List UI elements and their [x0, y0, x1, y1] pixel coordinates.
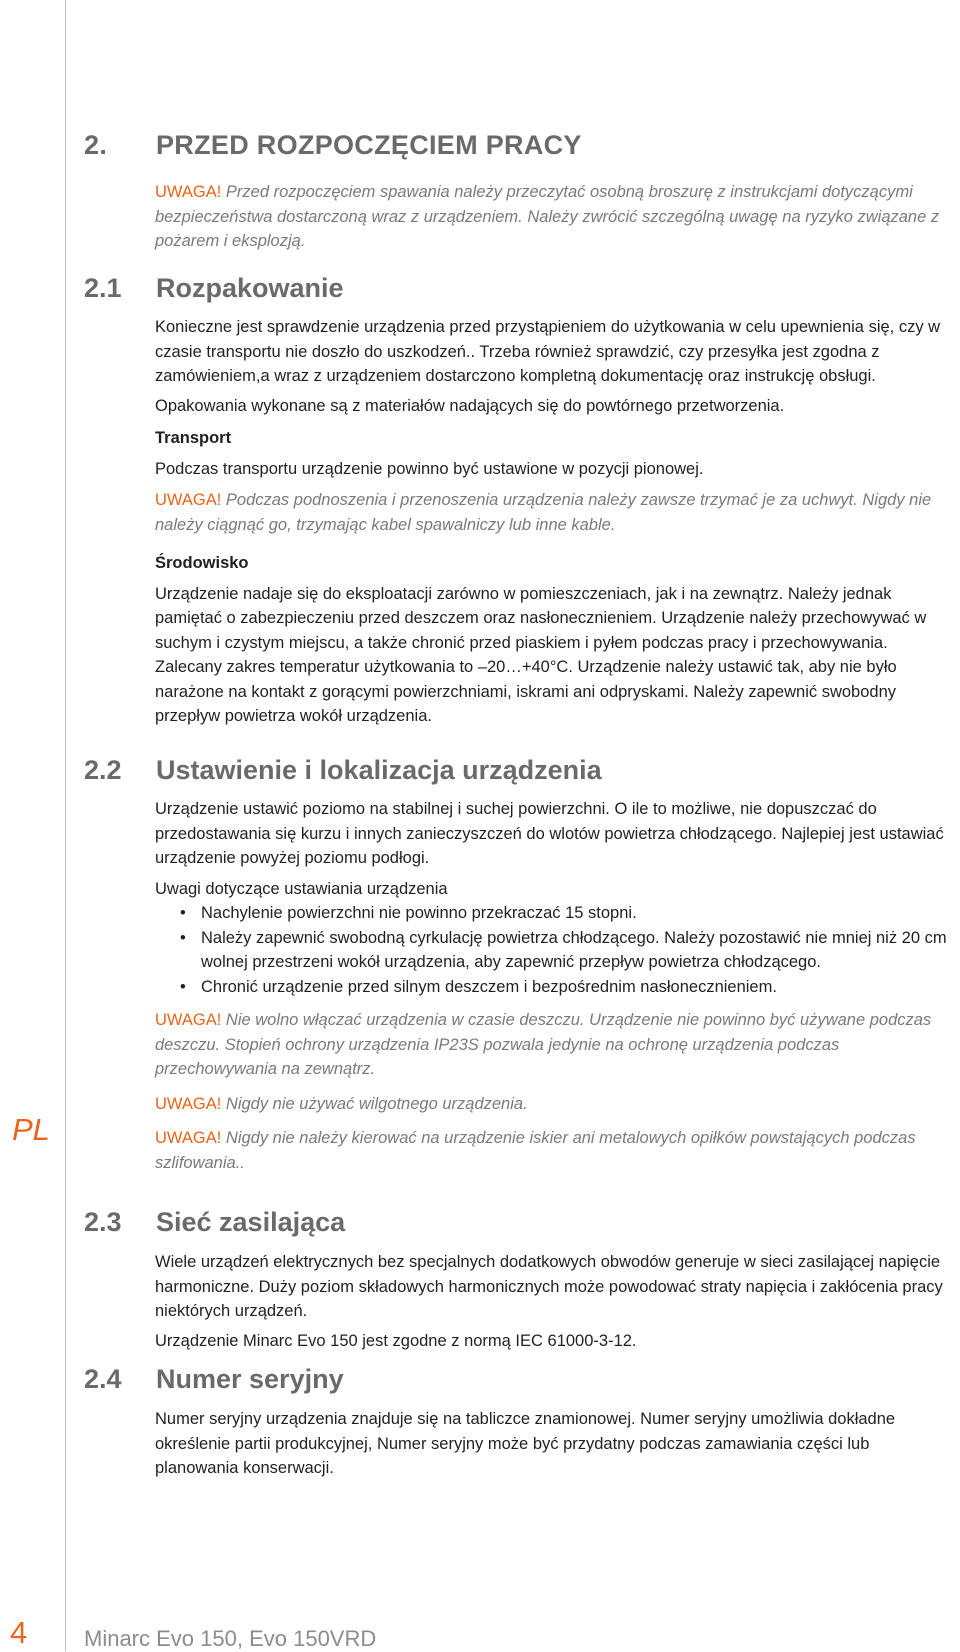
subsection-body-2-3: [155, 1250, 955, 1353]
subsection-title: Ustawienie i lokalizacja urządzenia: [156, 755, 602, 785]
subsection-title: Sieć zasilająca: [156, 1207, 346, 1237]
warning-text: Przed rozpoczęciem spawania należy przeczytać osobną broszurę z instrukcjami dotyczącymi bezpieczeństwa dostarczoną wraz z urządzeniem. Należy zwrócić szczególną uwagę na ryzyko związane z pożarem i eksplozją.: [155, 183, 940, 250]
subsection-heading-2-2: [84, 755, 602, 786]
paragraph: Wiele urządzeń elektrycznych bez specjalnych dodatkowych obwodów generuje w sieci zasilającej napięcie harmoniczne. Duży poziom składowych harmonicznych może powodować straty napięcia i zakłócenia pracy niektórych urządzeń.: [155, 1253, 943, 1320]
section-heading: [84, 130, 582, 161]
environment-text: Urządzenie nadaje się do eksploatacji zarówno w pomieszczeniach, jak i na zewnątrz. Należy jednak pamiętać o zabezpieczeniu przed deszczem oraz nasłonecznieniem. Urządzenie należy przechowywać w suchym i czystym miejscu, a także chronić przed piaskiem i pyłem podczas pracy i przechowywania. Zalecany zakres temperatur użytkowania to –20…+40°C. Urządzenie należy ustawić tak, aby nie było narażone na kontakt z gorącymi powierzchniami, iskrami ani odpryskami. Należy zapewnić swobodny przepływ powietrza wokół urządzenia.: [155, 584, 927, 725]
list-item: • Chronić urządzenie przed silnym deszczem i bezpośrednim nasłonecznieniem.: [155, 975, 955, 1000]
warning-label: UWAGA!: [155, 491, 222, 509]
warning-text: Nie wolno włączać urządzenia w czasie deszczu. Urządzenie nie powinno być używane podczas deszczu. Stopień ochrony urządzenia IP23S pozwala jedynie na ochronę urządzenia podczas przechowywania na zewnątrz.: [155, 1011, 932, 1078]
transport-text: Podczas transportu urządzenie powinno być ustawione w pozycji pionowej.: [155, 459, 704, 478]
paragraph: Urządzenie ustawić poziomo na stabilnej i suchej powierzchni. O ile to możliwe, nie dopuszczać do przedostawania się kurzu i innych zanieczyszczeń do wlotów powietrza chłodzącego. Najlepiej jest ustawiać urządzenie powyżej poziomu podłogi.: [155, 800, 944, 867]
subsection-heading-2-3: [84, 1207, 345, 1238]
warning-sparks: [155, 1126, 955, 1175]
subsection-body-2-4: [155, 1407, 955, 1481]
subsection-body-2-2: [155, 797, 955, 1175]
warning-text: Nigdy nie należy kierować na urządzenie iskier ani metalowych opiłków powstających podczas szlifowania..: [155, 1129, 916, 1172]
subsection-number: 2.3: [84, 1207, 122, 1237]
placement-list: [155, 901, 955, 999]
subsection-number: 2.1: [84, 273, 122, 303]
transport-heading: Transport: [155, 429, 232, 447]
list-heading: Uwagi dotyczące ustawiania urządzenia: [155, 879, 448, 898]
subsection-number: 2.4: [84, 1364, 122, 1394]
language-tab: PL: [12, 1112, 50, 1147]
subsection-title: Numer seryjny: [156, 1364, 344, 1394]
paragraph: Numer seryjny urządzenia znajduje się na tabliczce znamionowej. Numer seryjny umożliwia dokładne określenie partii produkcyjnej, Numer seryjny może być przydatny podczas zamawiania części lub planowania konserwacji.: [155, 1410, 896, 1477]
paragraph: Opakowania wykonane są z materiałów nadających się do powtórnego przetworzenia.: [155, 396, 785, 415]
subsection-heading-2-1: [84, 273, 344, 304]
environment-heading: Środowisko: [155, 554, 249, 572]
warning-text: Nigdy nie używać wilgotnego urządzenia.: [221, 1094, 528, 1113]
warning-label: UWAGA!: [155, 1011, 222, 1029]
subsection-title: Rozpakowanie: [156, 273, 344, 303]
section-title: PRZED ROZPOCZĘCIEM PRACY: [156, 130, 582, 160]
warning-rain: [155, 1008, 955, 1082]
transport-warning: [155, 488, 955, 537]
list-item: • Nachylenie powierzchni nie powinno przekraczać 15 stopni.: [155, 901, 955, 926]
subsection-body-2-1: [155, 315, 955, 729]
warning-label: UWAGA!: [155, 1129, 222, 1147]
page-number: 4: [10, 1615, 28, 1650]
paragraph: Konieczne jest sprawdzenie urządzenia przed przystąpieniem do użytkowania w celu upewnienia się, czy w czasie transportu nie doszło do uszkodzeń.. Trzeba również sprawdzić, czy przesyłka jest zgodna z zamówieniem,a wraz z urządzeniem dostarczono kompletną dokumentację oraz instrukcję obsługi.: [155, 318, 941, 385]
intro-warning: [155, 180, 955, 254]
warning-label: UWAGA!: [155, 183, 222, 201]
subsection-number: 2.2: [84, 755, 122, 785]
subsection-heading-2-4: [84, 1364, 344, 1395]
warning-text: Podczas podnoszenia i przenoszenia urządzenia należy zawsze trzymać je za uchwyt. Nigdy nie należy ciągnąć go, trzymając kabel spawalniczy lub inne kable.: [155, 491, 932, 534]
paragraph: Urządzenie Minarc Evo 150 jest zgodne z normą IEC 61000-3-12.: [155, 1331, 637, 1350]
warning-label: UWAGA!: [155, 1094, 222, 1113]
margin-rule: [65, 0, 66, 1651]
list-item: • Należy zapewnić swobodną cyrkulację powietrza chłodzącego. Należy pozostawić nie mniej niż 20 cm wolnej przestrzeni wokół urządzenia, aby zapewnić przepływ powietrza chłodzącego.: [155, 926, 955, 975]
footer-title: Minarc Evo 150, Evo 150VRD: [84, 1626, 377, 1651]
warning-moisture: [155, 1092, 955, 1117]
section-number: 2.: [84, 130, 108, 160]
